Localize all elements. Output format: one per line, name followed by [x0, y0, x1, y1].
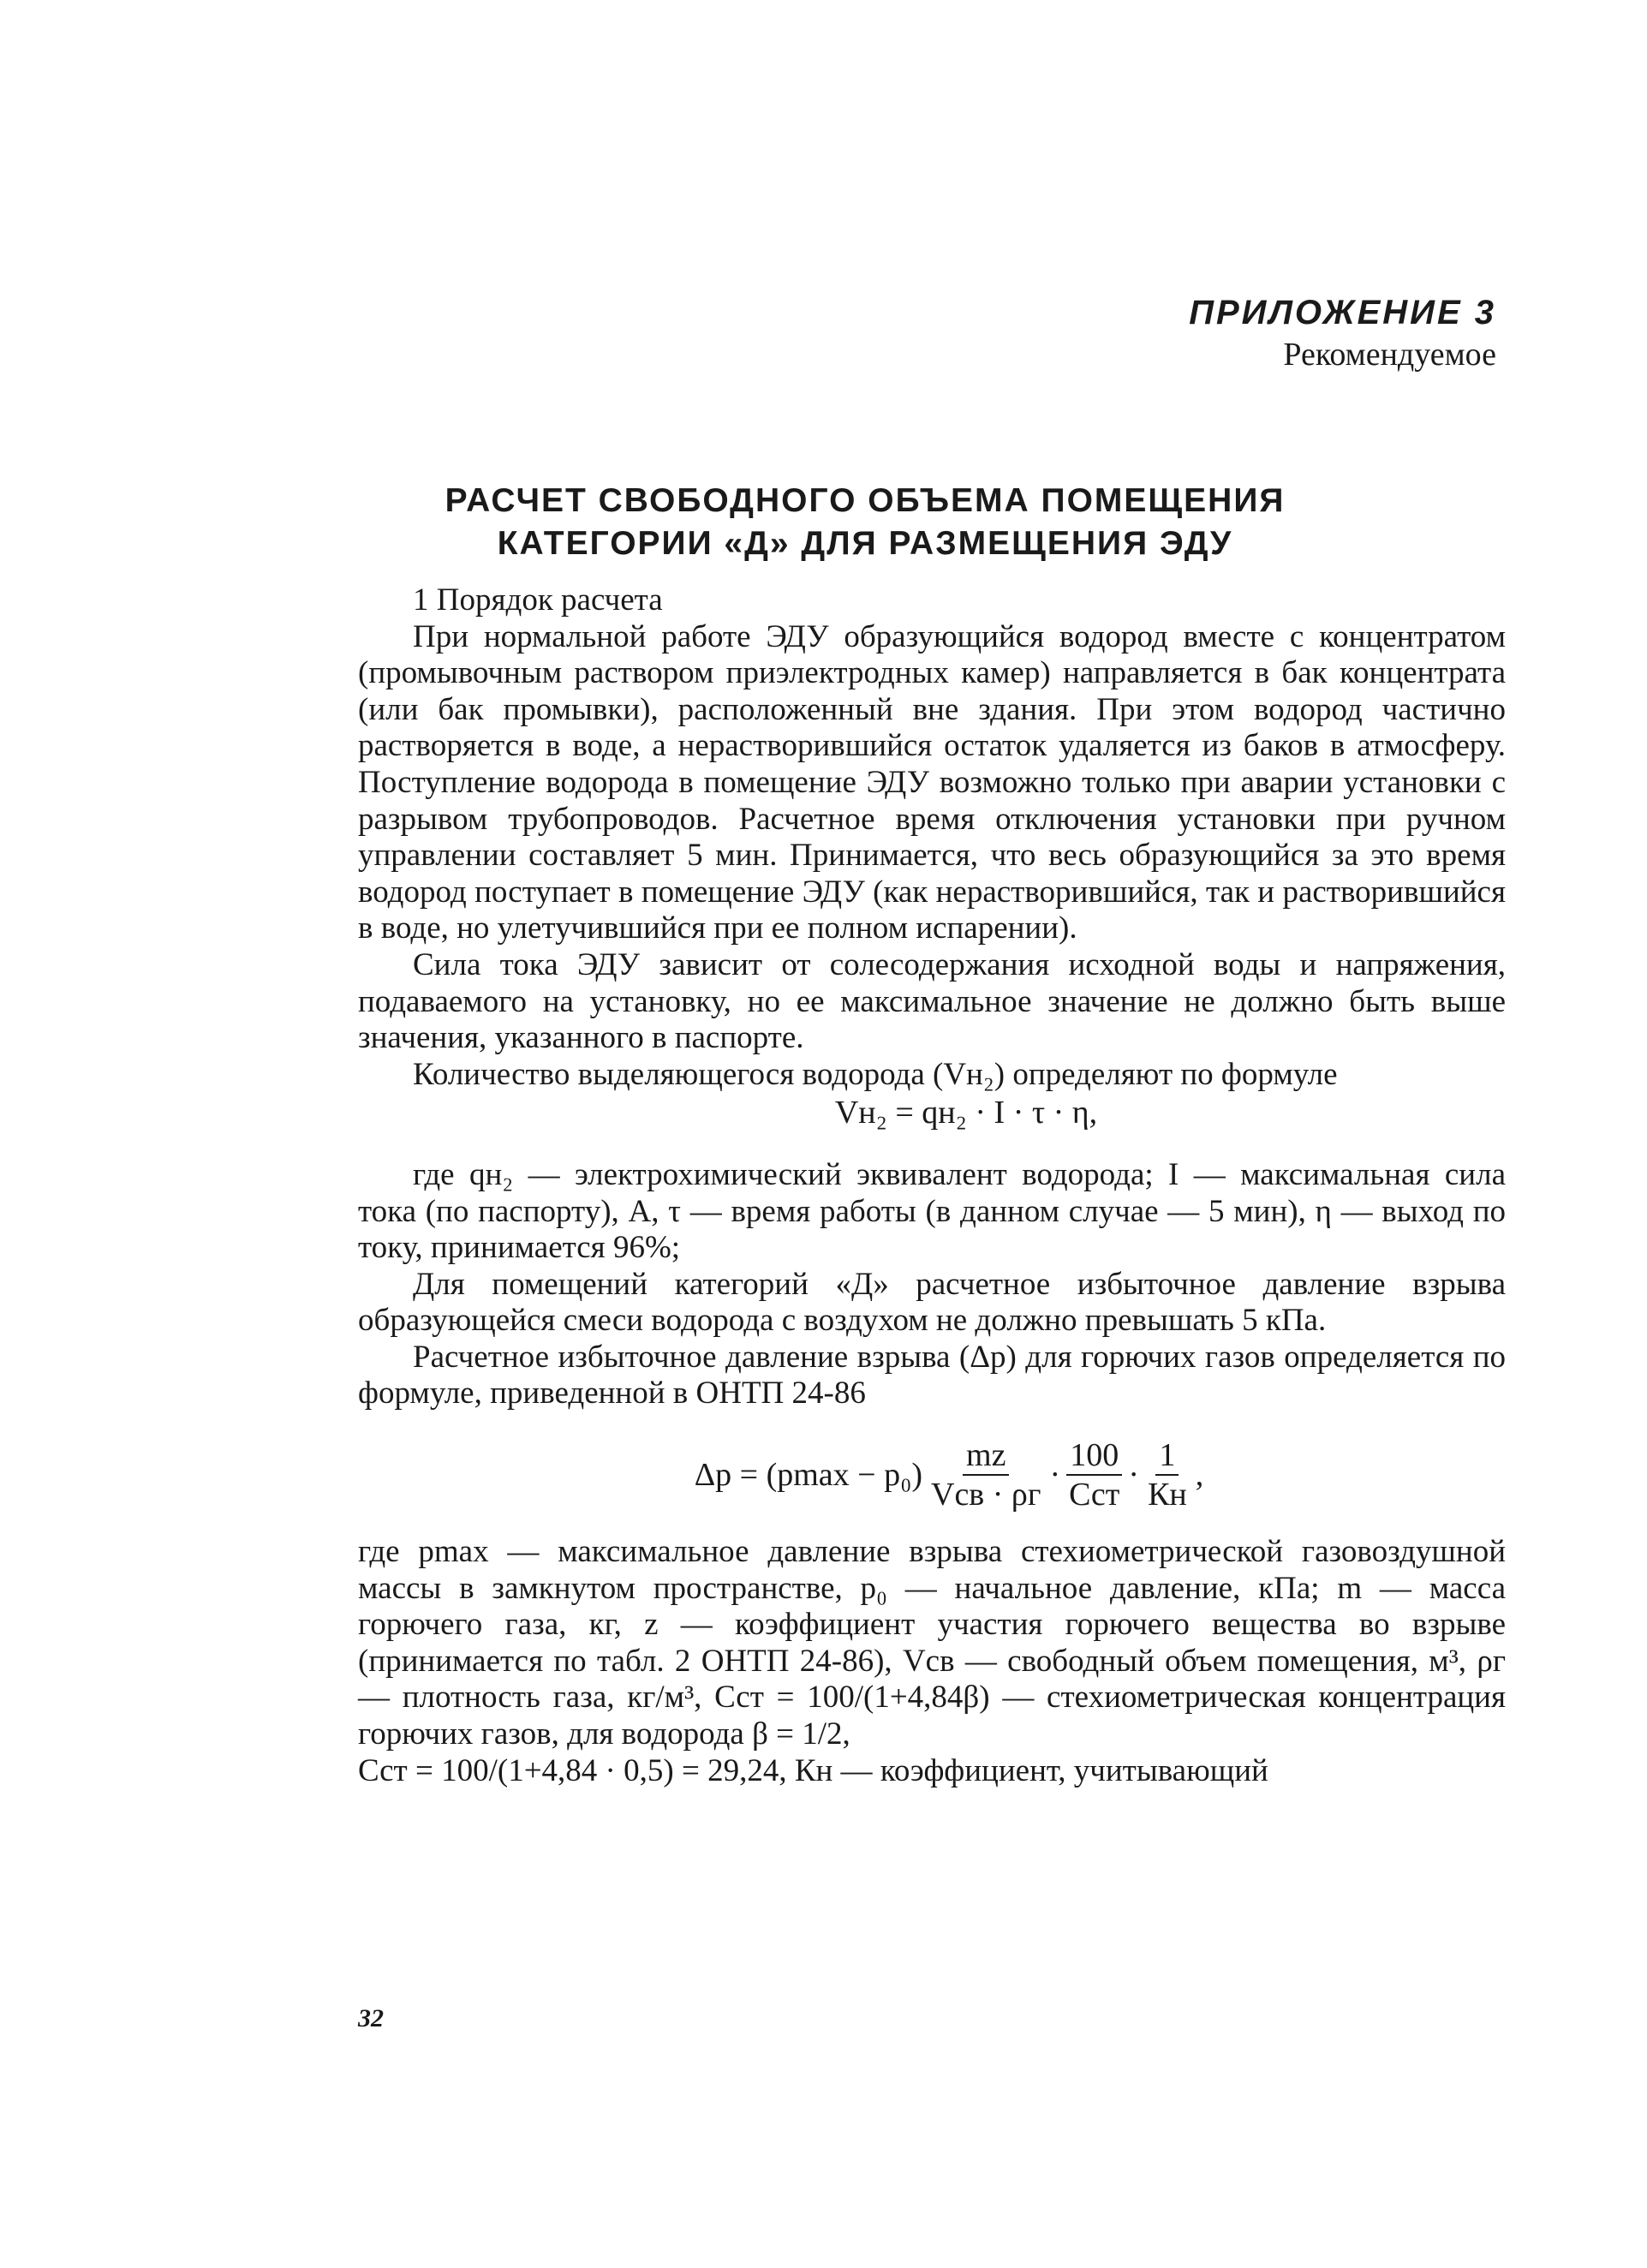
paragraph-7: где рmax — максимальное давление взрыва стехиометрической газовоздушной массы в замкнутом пространстве, р₀ — начальное давление, кПа; m — масса горючего газа, кг, z — коэффициент участия горючего вещества во взрыве (принимается по табл. 2 ОНТП 24-86), Vсв — свободный объем помещения, м³, ρг — плотность газа, кг/м³, Сст = 100/(1+4,84β) — стехиометрическая концентрация горючих газов, для водорода β = 1/2,: [358, 1534, 1506, 1752]
fraction-coefficient-denominator: Кн: [1148, 1477, 1187, 1513]
page-number: 32: [358, 2004, 384, 2032]
paragraph-1: При нормальной работе ЭДУ образующийся водород вместе с концентратом (промывочным раствором приэлектродных камер) направляется в бак концентрата (или бак промывки), расположенный вне здания. При этом водород частично растворяется в воде, а нерастворившийся остаток удаляется из баков в атмосферу. Поступление водорода в помещение ЭДУ возможно только при аварии установки с разрывом трубопроводов. Расчетное время отключения установки при ручном управлении составляет 5 мин. Принимается, что весь образующийся за это время водород поступает в помещение ЭДУ (как нерастворившийся, так и растворившийся в воде, но улетучившийся при ее полном испарении).: [358, 618, 1506, 946]
fraction-concentration-denominator: Сст: [1069, 1477, 1120, 1513]
multiply-dot: ·: [1128, 1456, 1140, 1493]
appendix-subtitle: Рекомендуемое: [1283, 337, 1496, 373]
fraction-concentration: [1065, 1436, 1123, 1513]
paragraph-4: где qн₂ — электрохимический эквивалент водорода; I — максимальная сила тока (по паспорту), А, τ — время работы (в данном случае — 5 мин), η — выход по току, принимается 96%;: [358, 1156, 1506, 1266]
fraction-coefficient: [1144, 1436, 1190, 1513]
document-title-line-2: КАТЕГОРИИ «Д» ДЛЯ РАЗМЕЩЕНИЯ ЭДУ: [497, 525, 1233, 562]
multiply-dot: ·: [1049, 1456, 1061, 1493]
formula-tail: ,: [1195, 1456, 1204, 1493]
formula-left-side: Δр = (рmax − р₀): [694, 1456, 922, 1493]
body-text: [358, 582, 1506, 1789]
formula-explosion-pressure: [358, 1436, 1506, 1513]
document-title: [360, 480, 1370, 565]
paragraph-6: Расчетное избыточное давление взрыва (Δр) для горючих газов определяется по формуле, приведенной в ОНТП 24-86: [358, 1339, 1506, 1412]
paragraph-8: Сст = 100/(1+4,84 · 0,5) = 29,24, Кн — коэффициент, учитывающий: [358, 1752, 1268, 1788]
formula-hydrogen-volume: Vн₂ = qн₂ · I · τ · η,: [834, 1095, 1098, 1131]
fraction-mass-denominator: Vсв · ρг: [931, 1477, 1041, 1513]
paragraph-3: Количество выделяющегося водорода (Vн₂) определяют по формуле: [413, 1056, 1338, 1092]
paragraph-5: Для помещений категорий «Д» расчетное избыточное давление взрыва образующейся смеси водорода с воздухом не должно превышать 5 кПа.: [358, 1266, 1506, 1339]
appendix-title: ПРИЛОЖЕНИЕ 3: [1189, 294, 1496, 331]
fraction-coefficient-numerator: 1: [1155, 1436, 1179, 1476]
paragraph-2: Сила тока ЭДУ зависит от солесодержания исходной воды и напряжения, подаваемого на установку, но ее максимальное значение не должно быть выше значения, указанного в паспорте.: [358, 946, 1506, 1056]
appendix-header: [1189, 291, 1496, 375]
section-heading: 1 Порядок расчета: [413, 582, 663, 618]
fraction-concentration-numerator: 100: [1066, 1436, 1122, 1476]
document-title-line-1: РАСЧЕТ СВОБОДНОГО ОБЪЕМА ПОМЕЩЕНИЯ: [445, 482, 1286, 519]
fraction-mass: [928, 1436, 1044, 1513]
fraction-mass-numerator: mz: [963, 1436, 1009, 1476]
